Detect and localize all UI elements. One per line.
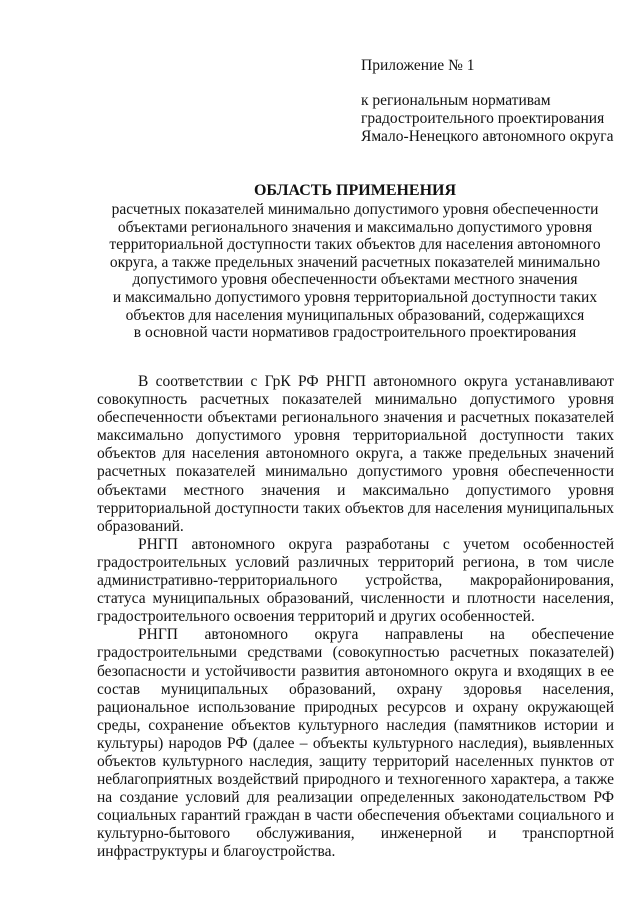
heading-line: округа, а также предельных значений расчетных показателей минимально xyxy=(109,253,601,271)
appendix-line: Ямало-Ненецкого автономного округа xyxy=(361,128,614,145)
appendix-line: к региональным нормативам xyxy=(361,92,551,109)
heading-line: объектов для населения муниципальных образований, содержащихся xyxy=(125,306,585,324)
section-heading xyxy=(80,181,630,342)
body-paragraph: В соответствии с ГрК РФ РНГП автономного округа устанавливают совокупность расчетных показателей минимально допустимого уровня обеспеченности объектами регионального значения и расчетных показателей максимально допустимого уровня территориальной доступности таких объектов для населения автономного округа, а также предельных значений расчетных показателей минимально допустимого уровня обеспеченности объектами местного значения и максимально допустимого уровня территориальной доступности таких объектов для населения муниципальных образований. xyxy=(97,373,614,535)
body-paragraph: РНГП автономного округа направлены на обеспечение градостроительными средствами (совокупностью расчетных показателей) безопасности и устойчивости развития автономного округа и входящих в ее состав муниципальных образований, охрану здоровья населения, рациональное использование природных ресурсов и охрану окружающей среды, сохранение объектов культурного наследия (памятников истории и культуры) народов РФ (далее – объекты культурного наследия), выявленных объектов культурного наследия, защиту территорий населенных пунктов от неблагоприятных воздействий природного и техногенного характера, а также на создание условий для реализации определенных законодательством РФ социальных гарантий граждан в части обеспечения объектами социального и культурно-бытового обслуживания, инженерной и транспортной инфраструктуры и благоустройства. xyxy=(97,626,614,861)
appendix-line: градостроительного проектирования xyxy=(361,110,605,127)
body-text xyxy=(97,373,614,862)
body-paragraph: РНГП автономного округа разработаны с учетом особенностей градостроительных условий различных территорий региона, в том числе административно-территориального устройства, макрорайонирования, статуса муниципальных образований, численности и плотности населения, градостроительного освоения территорий и других особенностей. xyxy=(97,535,614,626)
heading-title: ОБЛАСТЬ ПРИМЕНЕНИЯ xyxy=(253,182,457,199)
appendix-block xyxy=(361,57,613,146)
appendix-title: Приложение № 1 xyxy=(361,57,475,74)
heading-line: в основной части нормативов градостроительного проектирования xyxy=(133,324,577,342)
heading-line: территориальной доступности таких объектов для населения автономного xyxy=(109,236,601,254)
heading-line: допустимого уровня обеспеченности объектами местного значения xyxy=(132,271,578,289)
heading-line: расчетных показателей минимально допустимого уровня обеспеченности xyxy=(111,201,599,218)
heading-line: и максимально допустимого уровня территориальной доступности таких xyxy=(112,288,598,306)
heading-line: объектами регионального значения и максимально допустимого уровня xyxy=(117,218,593,236)
